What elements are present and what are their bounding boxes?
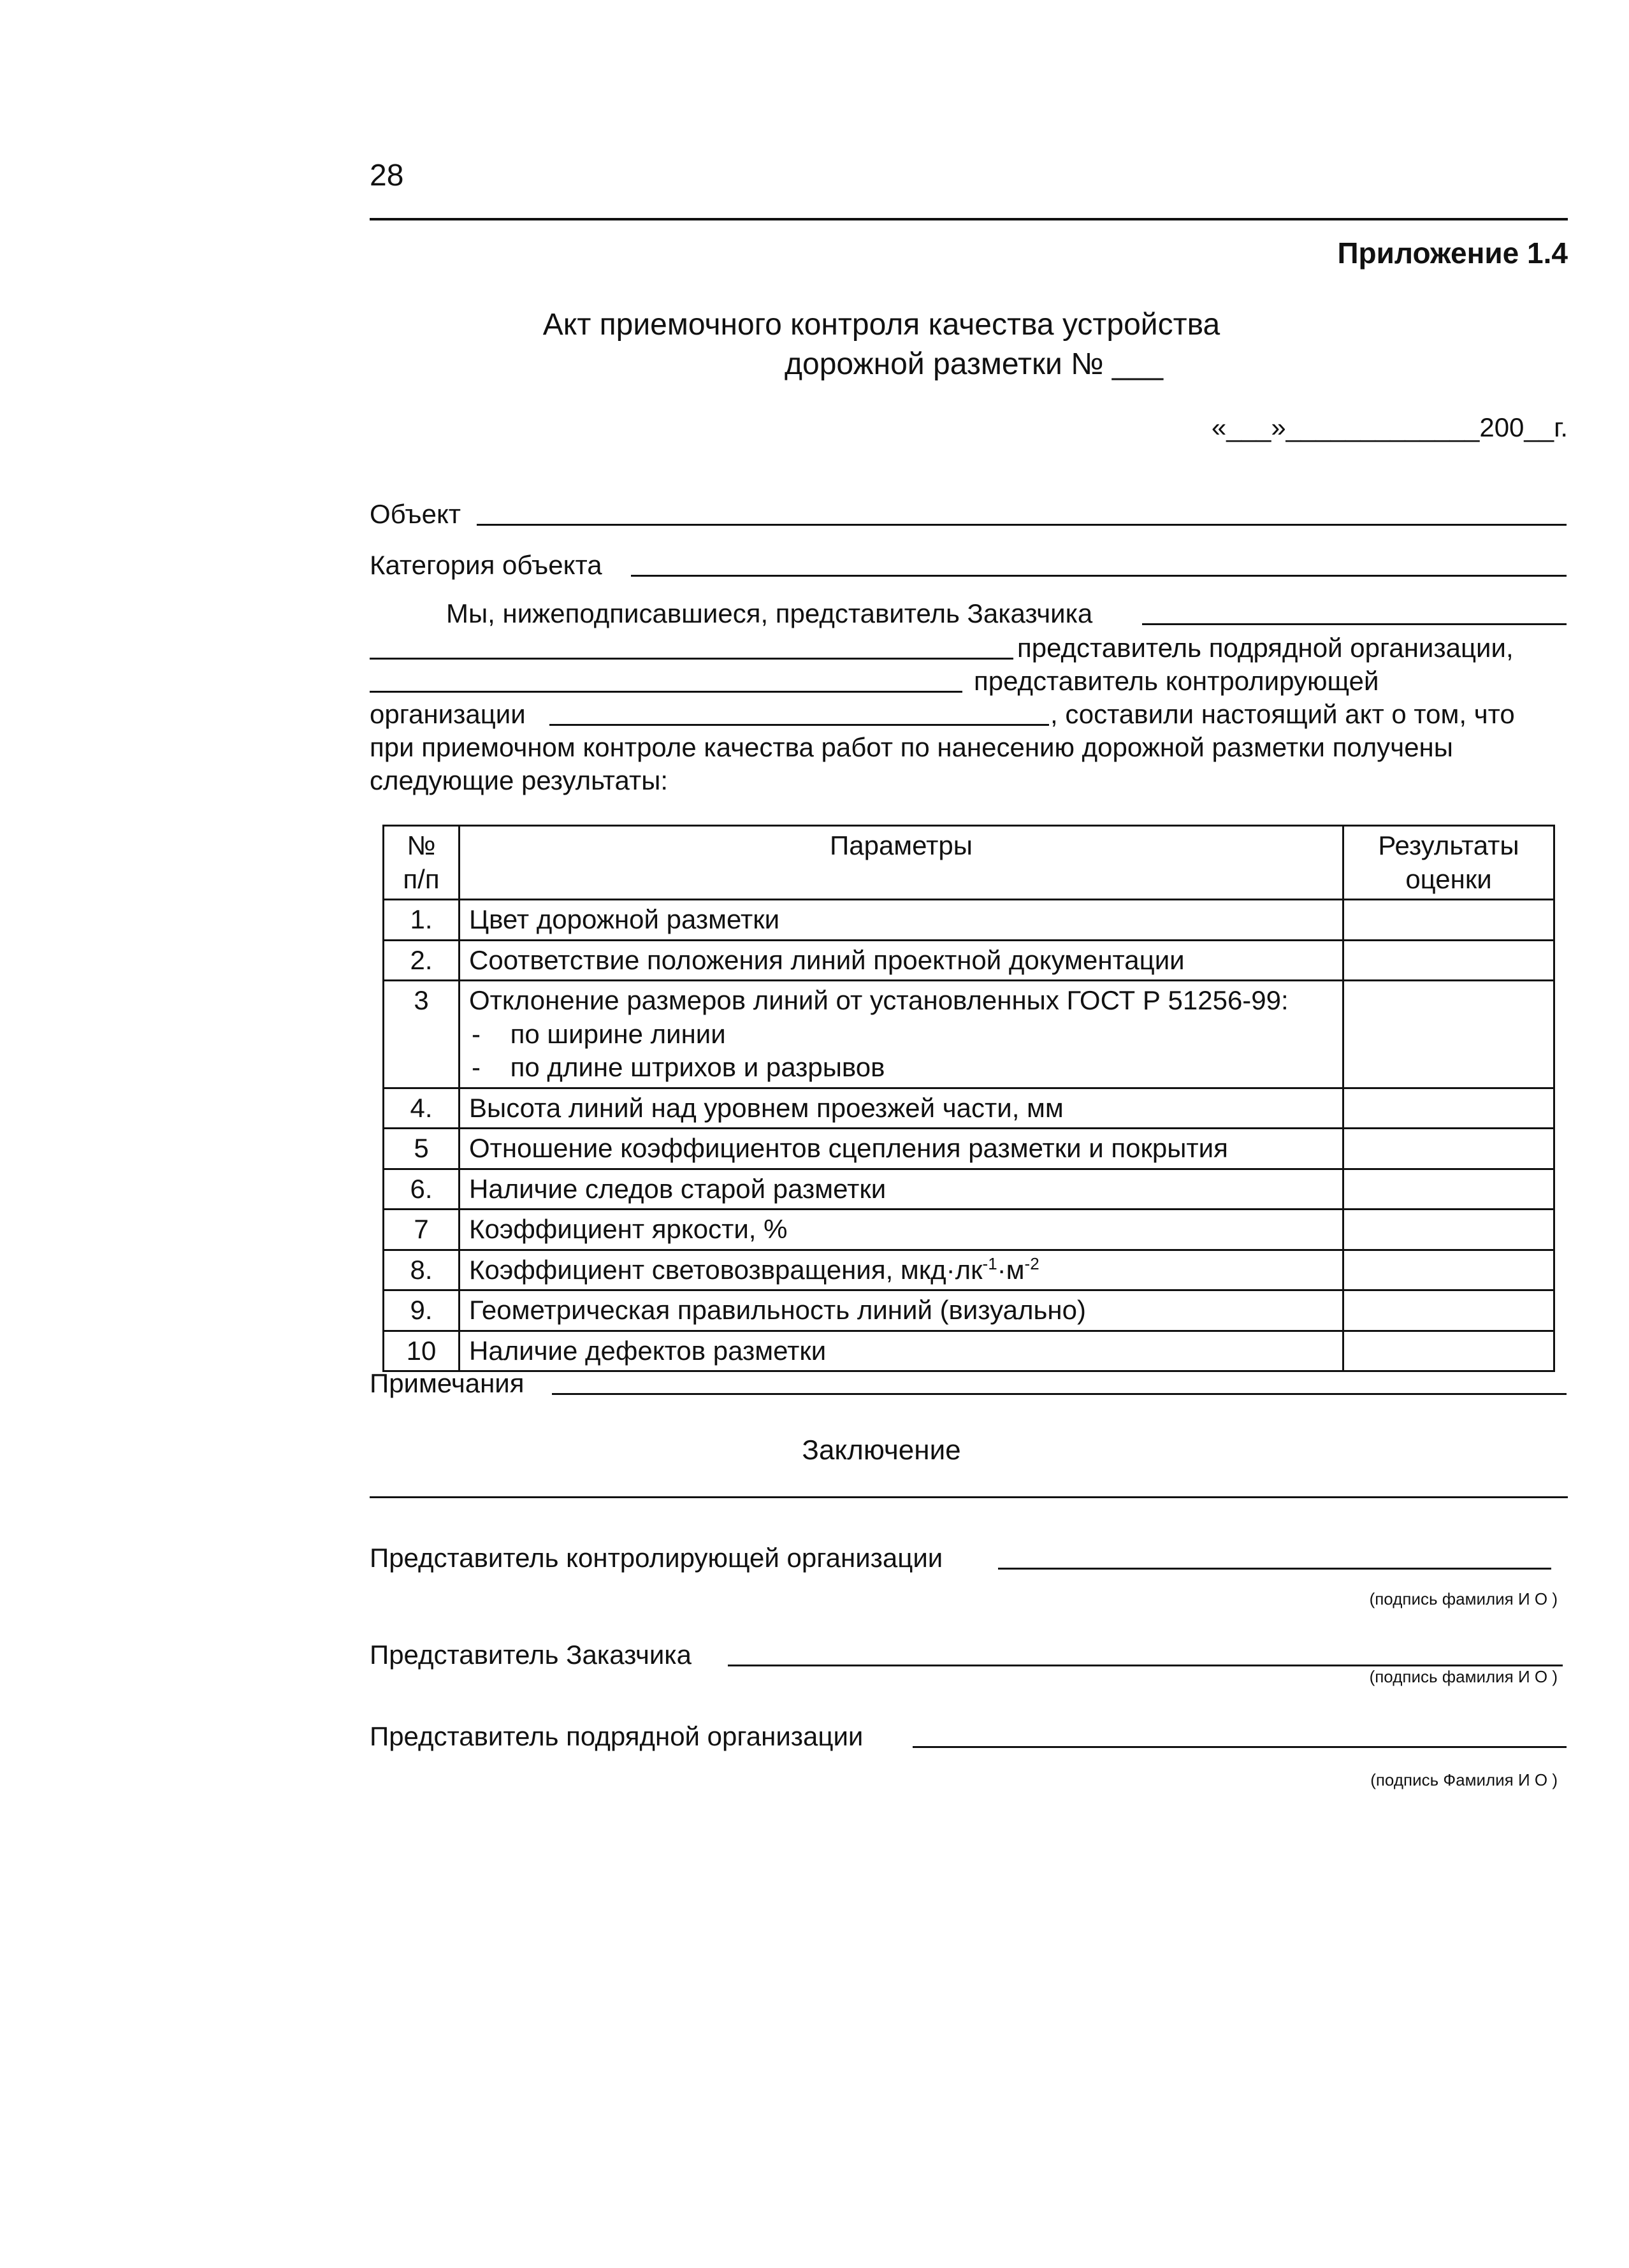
signature-caption-customer: (подпись фамилия И О ) bbox=[1369, 1667, 1558, 1686]
table-row: 2. Соответствие положения линий проектной документации bbox=[384, 940, 1554, 981]
result-cell[interactable] bbox=[1343, 981, 1554, 1088]
category-label: Категория объекта bbox=[370, 550, 602, 580]
signature-line-customer[interactable] bbox=[728, 1665, 1563, 1666]
intro-line-3: представитель контролирующей bbox=[974, 666, 1379, 696]
intro-line-2: представитель подрядной организации, bbox=[1017, 633, 1514, 663]
control-org-field-line[interactable] bbox=[549, 724, 1049, 726]
signature-line-contractor[interactable] bbox=[913, 1746, 1567, 1748]
table-row: 10 Наличие дефектов разметки bbox=[384, 1331, 1554, 1371]
signature-caption-control: (подпись фамилия И О ) bbox=[1369, 1589, 1558, 1608]
intro-line-4a: организации bbox=[370, 699, 526, 729]
param-sub-item: - по длине штрихов и разрывов bbox=[472, 1052, 885, 1082]
page-number: 28 bbox=[370, 159, 404, 192]
signature-line-control[interactable] bbox=[998, 1568, 1551, 1570]
table-row: 1. Цвет дорожной разметки bbox=[384, 900, 1554, 941]
header-results: Результаты оценки bbox=[1343, 826, 1554, 900]
signature-label-contractor: Представитель подрядной организации bbox=[370, 1721, 864, 1751]
document-title-line-1: Акт приемочного контроля качества устройства bbox=[542, 308, 1220, 342]
result-cell[interactable] bbox=[1343, 1210, 1554, 1250]
result-cell[interactable] bbox=[1343, 1331, 1554, 1371]
intro-line-6: следующие результаты: bbox=[370, 765, 669, 795]
category-field-line[interactable] bbox=[631, 575, 1567, 577]
header-params: Параметры bbox=[460, 826, 1343, 900]
param-sub-item: - по ширине линии bbox=[472, 1018, 726, 1049]
result-cell[interactable] bbox=[1343, 1088, 1554, 1129]
appendix-label: Приложение 1.4 bbox=[1337, 236, 1568, 270]
conclusion-field-line[interactable] bbox=[370, 1496, 1568, 1498]
table-row: 8. Коэффициент световозвращения, $мкд\cdot лк^{-1}\cdot м^{-2}$ bbox=[384, 1250, 1554, 1290]
table-row: 3 Отклонение размеров линий от установленных ГОСТ Р 51256-99: - по ширине линии - по длине штрихов и разрывов bbox=[384, 981, 1554, 1088]
intro-line-1: Мы, нижеподписавшиеся, представитель Заказчика bbox=[446, 598, 1093, 628]
notes-field-line[interactable] bbox=[552, 1393, 1567, 1395]
header-num: № п/п bbox=[384, 826, 460, 900]
contractor-rep-field-line[interactable] bbox=[370, 658, 1013, 660]
table-row: 9. Геометрическая правильность линий (визуально) bbox=[384, 1290, 1554, 1331]
date-line: «___»_____________200__г. bbox=[1211, 412, 1568, 442]
result-cell[interactable] bbox=[1343, 900, 1554, 941]
intro-line-5: при приемочном контроле качества работ по нанесению дорожной разметки получены bbox=[370, 732, 1453, 762]
header-rule bbox=[370, 218, 1568, 220]
signature-label-control: Представитель контролирующей организации bbox=[370, 1543, 943, 1573]
document-title-line-2: дорожной разметки № ___ bbox=[784, 347, 1164, 381]
result-cell[interactable] bbox=[1343, 1290, 1554, 1331]
result-cell[interactable] bbox=[1343, 940, 1554, 981]
conclusion-title: Заключение bbox=[802, 1434, 961, 1466]
signature-label-customer: Представитель Заказчика bbox=[370, 1640, 691, 1670]
table-row: 6. Наличие следов старой разметки bbox=[384, 1169, 1554, 1210]
result-cell[interactable] bbox=[1343, 1169, 1554, 1210]
table-row: 5 Отношение коэффициентов сцепления разметки и покрытия bbox=[384, 1129, 1554, 1169]
results-table bbox=[382, 825, 1555, 1372]
customer-rep-field-line[interactable] bbox=[1142, 623, 1567, 625]
object-field-line[interactable] bbox=[477, 524, 1567, 526]
object-label: Объект bbox=[370, 499, 461, 529]
param-text: Отклонение размеров линий от установленных ГОСТ Р 51256-99: bbox=[469, 985, 1289, 1015]
control-rep-field-line[interactable] bbox=[370, 691, 962, 693]
table-header-row bbox=[384, 826, 1554, 900]
notes-label: Примечания bbox=[370, 1368, 525, 1398]
signature-caption-contractor: (подпись Фамилия И О ) bbox=[1370, 1770, 1558, 1789]
intro-line-4b: , составили настоящий акт о том, что bbox=[1050, 699, 1515, 729]
result-cell[interactable] bbox=[1343, 1129, 1554, 1169]
result-cell[interactable] bbox=[1343, 1250, 1554, 1290]
table-row: 7 Коэффициент яркости, % bbox=[384, 1210, 1554, 1250]
table-row: 4. Высота линий над уровнем проезжей части, мм bbox=[384, 1088, 1554, 1129]
